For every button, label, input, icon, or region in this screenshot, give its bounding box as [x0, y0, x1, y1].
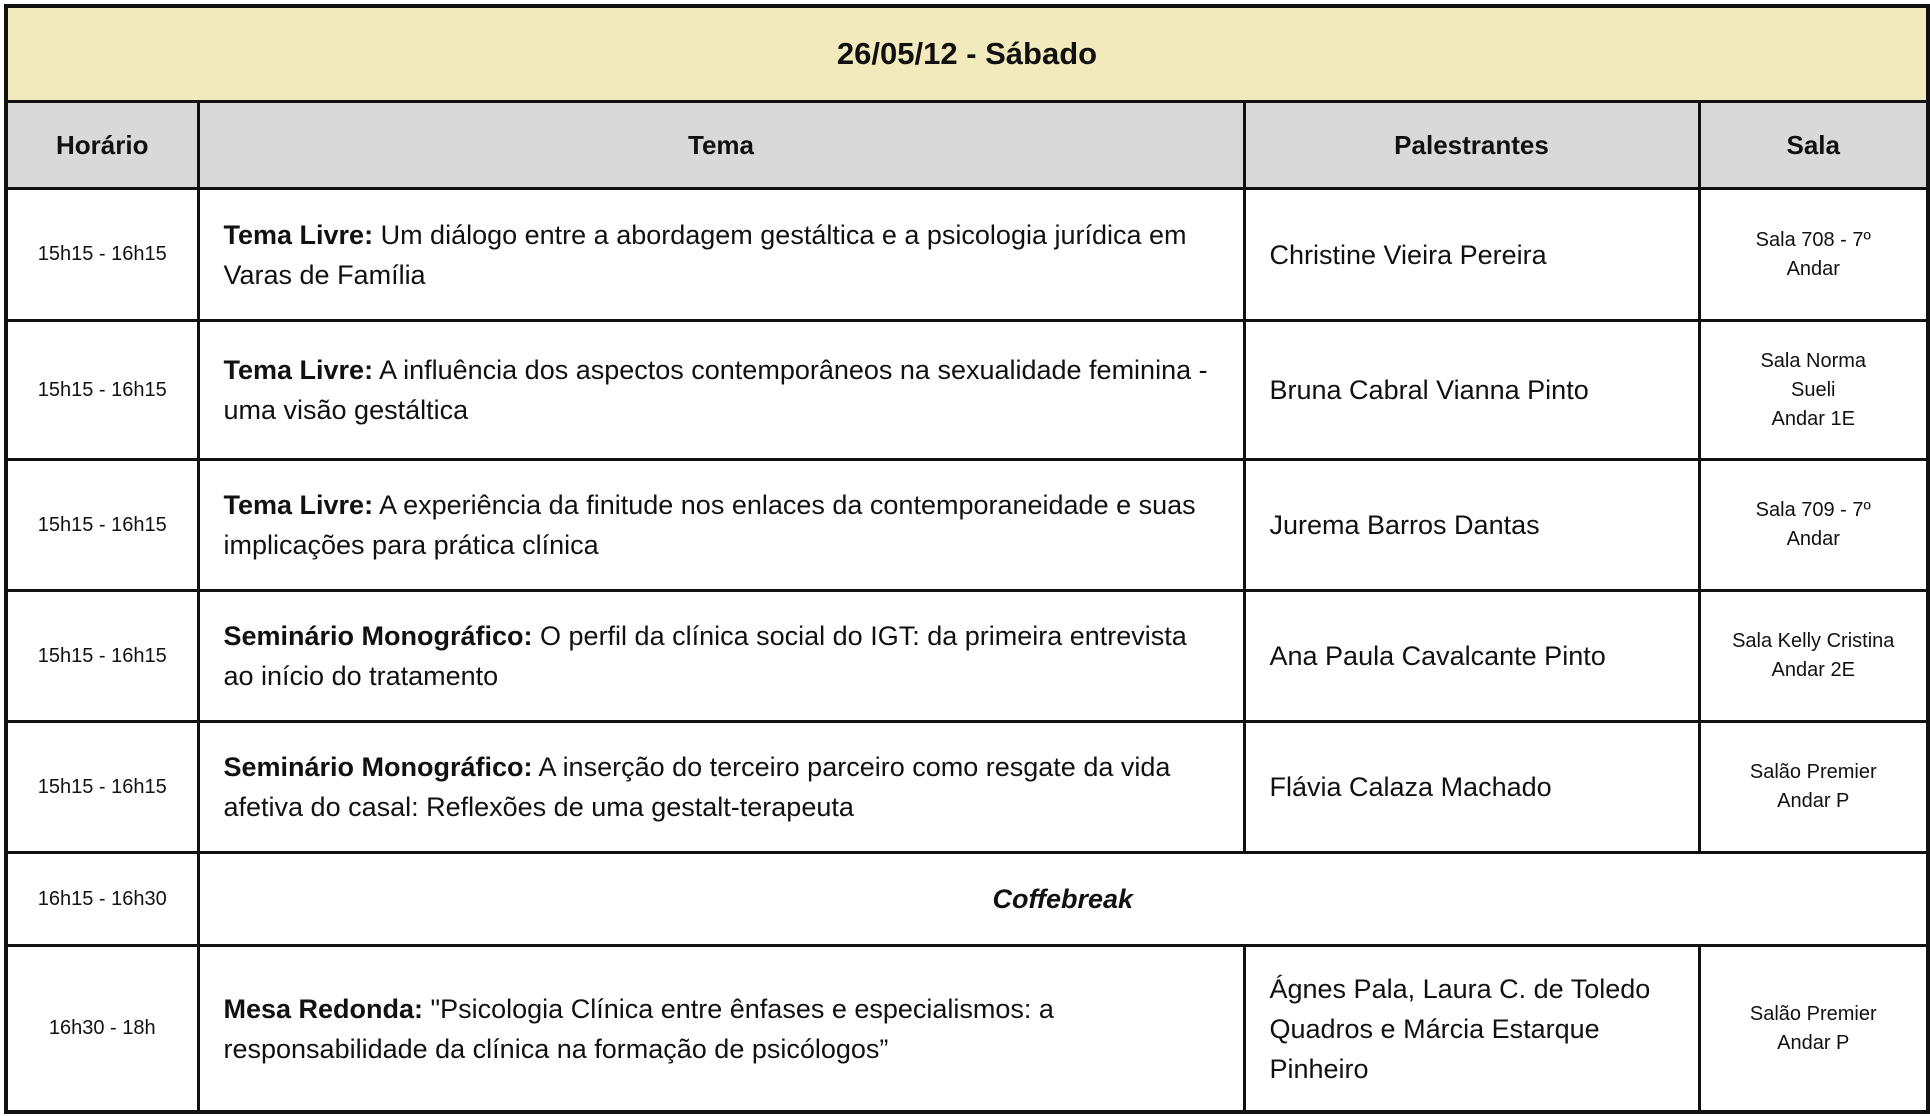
time-cell: 16h30 - 18h [6, 946, 198, 1113]
header-row [6, 102, 1928, 189]
speaker-cell: Ana Paula Cavalcante Pinto [1244, 591, 1699, 722]
room-cell [1699, 460, 1928, 591]
header-sala: Sala [1699, 102, 1928, 189]
room-cell [1699, 722, 1928, 853]
session-topic: A influência dos aspectos contemporâneos na sexualidade feminina - uma visão gestáltica [223, 355, 1208, 425]
session-row [6, 591, 1928, 722]
time-cell: 15h15 - 16h15 [6, 722, 198, 853]
room-line: Andar 2E [1771, 659, 1855, 681]
tema-cell [198, 591, 1244, 722]
room-line: Salão Premier [1749, 1002, 1877, 1025]
room-line: Sueli [1791, 378, 1836, 401]
room-cell [1699, 321, 1928, 460]
time-cell: 16h15 - 16h30 [6, 853, 198, 946]
room-line: Andar P [1777, 1031, 1850, 1054]
room-line: Sala Norma [1760, 349, 1867, 372]
session-row [6, 321, 1928, 460]
session-row [6, 722, 1928, 853]
time-cell: 15h15 - 16h15 [6, 591, 198, 722]
session-type: Seminário Monográfico: [223, 621, 533, 651]
room-cell [1699, 946, 1928, 1113]
date-row [6, 6, 1928, 102]
schedule-table [4, 4, 1930, 1114]
room-line: Sala Kelly Cristina [1732, 630, 1895, 652]
session-topic: A experiência da finitude nos enlaces da contemporaneidade e suas implicações para prática clínica [223, 490, 1196, 560]
header-palestrantes: Palestrantes [1244, 102, 1699, 189]
header-tema: Tema [198, 102, 1244, 189]
tema-cell [198, 946, 1244, 1113]
session-row [6, 460, 1928, 591]
speaker-cell: Jurema Barros Dantas [1244, 460, 1699, 591]
speaker-cell: Bruna Cabral Vianna Pinto [1244, 321, 1699, 460]
speaker-cell: Flávia Calaza Machado [1244, 722, 1699, 853]
room-line: Andar [1786, 257, 1840, 280]
room-line: Sala 709 - 7º [1755, 499, 1871, 521]
room-line: Andar P [1777, 790, 1850, 812]
time-cell: 15h15 - 16h15 [6, 189, 198, 321]
room-line: Sala 708 - 7º [1755, 228, 1871, 251]
session-topic: O perfil da clínica social do IGT: da primeira entrevista ao início do tratamento [223, 621, 1187, 691]
session-topic: A inserção do terceiro parceiro como resgate da vida afetiva do casal: Reflexões de uma gestalt-terapeuta [223, 752, 1171, 822]
time-cell: 15h15 - 16h15 [6, 321, 198, 460]
break-row [6, 853, 1928, 946]
speaker-cell: Ágnes Pala, Laura C. de Toledo Quadros e Márcia Estarque Pinheiro [1244, 946, 1699, 1113]
tema-cell [198, 189, 1244, 321]
session-row [6, 189, 1928, 321]
room-cell [1699, 591, 1928, 722]
tema-cell [198, 722, 1244, 853]
room-cell [1699, 189, 1928, 321]
room-line: Andar [1786, 528, 1840, 550]
tema-cell [198, 460, 1244, 591]
tema-cell [198, 321, 1244, 460]
session-type: Mesa Redonda: [223, 993, 424, 1024]
time-cell: 15h15 - 16h15 [6, 460, 198, 591]
speaker-cell: Christine Vieira Pereira [1244, 189, 1699, 321]
room-line: Andar 1E [1771, 407, 1855, 430]
session-type: Tema Livre: [223, 219, 374, 250]
session-type: Tema Livre: [223, 490, 374, 520]
session-type: Seminário Monográfico: [223, 752, 533, 782]
session-topic: "Psicologia Clínica entre ênfases e especialismos: a responsabilidade da clínica na formação de psicólogos” [223, 993, 1054, 1064]
room-line: Salão Premier [1749, 761, 1877, 783]
session-type: Tema Livre: [223, 355, 374, 385]
coffee-break-label: Coffebreak [198, 853, 1928, 946]
session-topic: Um diálogo entre a abordagem gestáltica e a psicologia jurídica em Varas de Família [223, 219, 1187, 290]
schedule-title: 26/05/12 - Sábado [6, 6, 1928, 102]
header-horario: Horário [6, 102, 198, 189]
session-row [6, 946, 1928, 1113]
